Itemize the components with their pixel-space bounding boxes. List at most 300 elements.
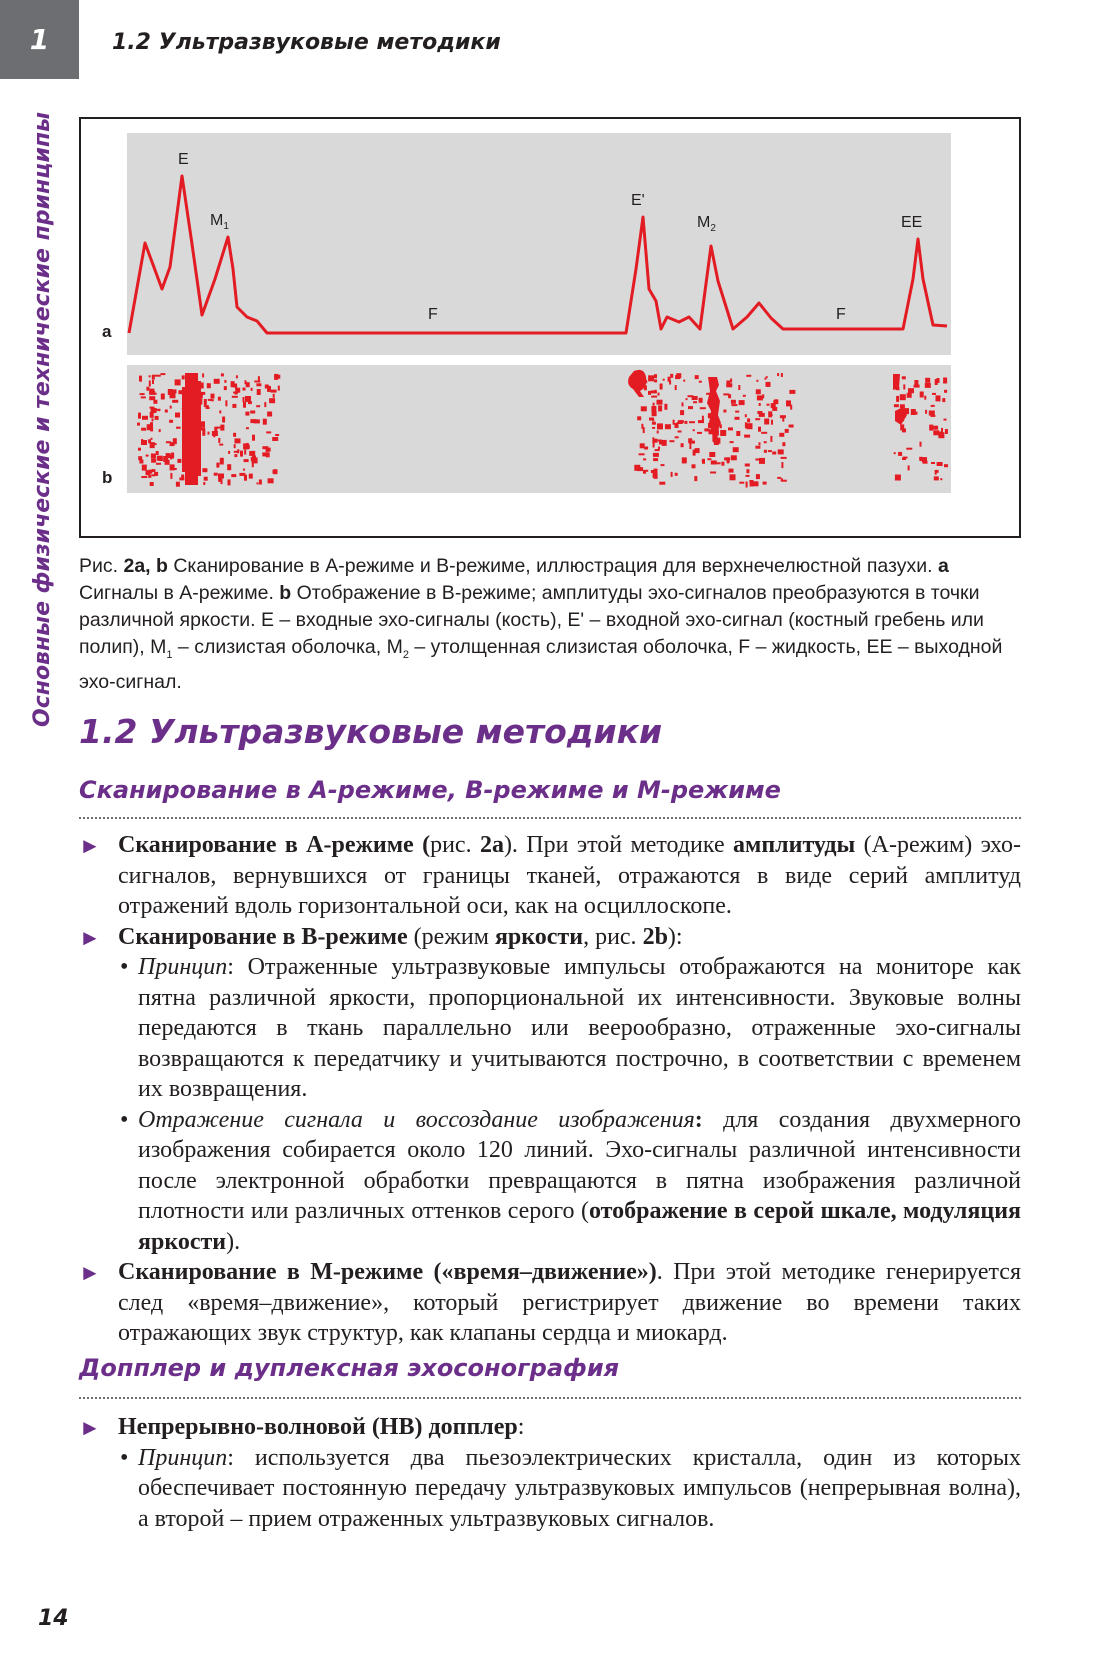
b-mode-speckle bbox=[235, 438, 241, 443]
b-mode-principle bbox=[79, 952, 1021, 1105]
b-mode-bright-band-E bbox=[185, 373, 198, 485]
b-mode-speckle bbox=[176, 482, 180, 487]
b-mode-speckle bbox=[142, 416, 148, 420]
arrow-bullet-icon: ► bbox=[79, 924, 101, 950]
b-mode-speckle bbox=[653, 453, 659, 457]
b-mode-speckle bbox=[156, 463, 161, 465]
b-mode-speckle bbox=[739, 482, 744, 484]
b-mode-speckle bbox=[257, 482, 259, 484]
b-mode-speckle bbox=[268, 478, 274, 483]
b-mode-speckle bbox=[903, 384, 905, 389]
b-mode-speckle bbox=[935, 379, 938, 385]
b-mode-speckle bbox=[139, 460, 143, 464]
b-mode-speckle bbox=[150, 482, 154, 486]
b-mode-speckle bbox=[219, 444, 223, 446]
b-mode-speckle bbox=[659, 440, 662, 445]
b-mode-band-E-right bbox=[197, 381, 201, 476]
b-mode-speckle bbox=[757, 395, 763, 400]
b-mode-mark-EE-1 bbox=[893, 374, 900, 390]
b-mode-speckle bbox=[743, 395, 746, 397]
b-mode-speckle bbox=[729, 469, 734, 473]
arrow-bullet-icon: ► bbox=[79, 1415, 101, 1440]
b-mode-speckle bbox=[771, 403, 776, 408]
b-mode-speckle bbox=[266, 452, 270, 457]
b-mode-speckle bbox=[688, 406, 693, 409]
b-mode-speckle bbox=[240, 451, 243, 457]
b-mode-speckle bbox=[695, 375, 699, 379]
b-mode-speckle bbox=[689, 443, 691, 449]
caption-text-2: Сигналы в А-режиме. bbox=[79, 582, 280, 604]
b-mode-speckle bbox=[256, 383, 261, 386]
b-mode-speckle bbox=[147, 424, 153, 430]
b-mode-speckle bbox=[168, 389, 173, 395]
b-mode-speckle bbox=[779, 433, 784, 437]
b-mode-speckle bbox=[271, 390, 277, 393]
b-mode-speckle bbox=[218, 476, 222, 482]
b-mode-speckle bbox=[728, 427, 733, 430]
b-mode-speckle bbox=[678, 431, 682, 433]
b-mode-speckle bbox=[652, 422, 656, 425]
b-mode-speckle bbox=[663, 379, 665, 381]
b-mode-speckle bbox=[680, 410, 684, 415]
b-mode-speckle bbox=[152, 418, 154, 421]
b-mode-speckle bbox=[653, 473, 655, 478]
b-mode-speckle bbox=[771, 420, 773, 425]
b-mode-speckle bbox=[654, 374, 657, 378]
caption-fig-number: 2a, b bbox=[123, 555, 168, 577]
b-mode-speckle bbox=[693, 429, 695, 431]
b-mode-speckle bbox=[898, 452, 902, 456]
b-mode-speckle bbox=[172, 400, 178, 403]
b-mode-speckle bbox=[272, 437, 278, 441]
caption-sub-1: 1 bbox=[166, 648, 173, 661]
b-mode-speckle bbox=[214, 473, 218, 476]
b-mode-speckle bbox=[657, 431, 659, 434]
b-mode-speckle bbox=[894, 452, 896, 454]
b-mode-speckle bbox=[943, 378, 947, 384]
b-mode-speckle bbox=[649, 418, 654, 421]
b-mode-speckle bbox=[764, 419, 769, 425]
b-mode-speckle bbox=[138, 413, 141, 419]
b-mode-speckle bbox=[781, 373, 783, 377]
b-mode-speckle bbox=[152, 380, 154, 384]
b-mode-speckle bbox=[141, 428, 146, 431]
b-mode-speckle bbox=[237, 449, 239, 453]
b-mode-speckle bbox=[921, 457, 924, 461]
caption-b-label: b bbox=[279, 582, 292, 604]
b-mode-speckle bbox=[152, 375, 155, 380]
b-mode-speckle bbox=[211, 394, 215, 399]
b-mode-speckle bbox=[150, 442, 155, 448]
b-mode-speckle bbox=[171, 453, 174, 459]
b-mode-speckle bbox=[944, 390, 947, 393]
b-mode-speckle bbox=[216, 463, 219, 468]
b-mode-speckle bbox=[746, 475, 750, 477]
b-mode-speckle bbox=[665, 424, 671, 429]
b-mode-speckle bbox=[662, 440, 667, 446]
b-mode-speckle bbox=[246, 427, 249, 429]
b-mode-speckle bbox=[250, 411, 255, 414]
b-mode-speckle bbox=[711, 461, 717, 465]
b-mode-speckle bbox=[249, 474, 253, 479]
b-mode-speckle bbox=[728, 394, 731, 398]
b-mode-speckle bbox=[243, 388, 246, 391]
b-mode-speckle bbox=[151, 454, 156, 459]
b-mode-speckle bbox=[262, 452, 266, 456]
b-mode-figref: 2b bbox=[642, 923, 668, 950]
b-mode-grayscale: отображение в серой шкале, модуляция яркости bbox=[138, 1198, 1022, 1255]
b-mode-speckle bbox=[149, 381, 151, 387]
panel-a-label: a bbox=[102, 322, 112, 341]
b-mode-speckle bbox=[942, 398, 945, 402]
b-mode-speckle bbox=[246, 382, 250, 387]
b-mode-speckle bbox=[142, 465, 147, 471]
b-mode-speckle bbox=[648, 391, 651, 395]
b-mode-speckle bbox=[900, 424, 904, 430]
b-mode-speckle bbox=[693, 401, 697, 403]
b-mode-speckle bbox=[258, 376, 260, 381]
b-mode-speckle bbox=[745, 414, 747, 417]
b-mode-speckle bbox=[945, 429, 948, 434]
b-mode-speckle bbox=[234, 454, 237, 457]
b-mode-speckle bbox=[278, 386, 280, 391]
b-mode-speckle bbox=[726, 383, 732, 387]
label-M2-main: M bbox=[697, 214, 711, 231]
b-mode-speckle bbox=[772, 452, 776, 455]
b-mode-speckle bbox=[151, 408, 157, 413]
label-M2-sub: 2 bbox=[710, 223, 716, 234]
b-mode-speckle bbox=[789, 425, 794, 428]
b-mode-speckle bbox=[768, 450, 772, 452]
b-mode-speckle bbox=[764, 450, 767, 453]
a-mode-term: Сканирование в A-режиме ( bbox=[118, 832, 431, 858]
figure-frame bbox=[79, 117, 1021, 538]
b-mode-speckle bbox=[694, 476, 697, 481]
b-mode-speckle bbox=[908, 388, 914, 393]
b-mode-speckle bbox=[218, 397, 221, 401]
b-mode-speckle bbox=[643, 471, 646, 474]
b-mode-speckle bbox=[702, 459, 705, 464]
label-M1-sub: 1 bbox=[223, 221, 229, 232]
b-mode-speckle bbox=[736, 431, 740, 436]
b-mode-speckle bbox=[747, 423, 753, 429]
b-mode-speckle bbox=[648, 375, 654, 381]
b-mode-speckle bbox=[166, 441, 171, 443]
b-mode-speckle bbox=[710, 472, 716, 474]
b-mode-speckle bbox=[251, 388, 253, 391]
b-mode-speckle bbox=[208, 432, 210, 435]
b-mode-speckle bbox=[236, 375, 238, 378]
cw-doppler-colon: : bbox=[517, 1414, 525, 1440]
b-mode-speckle bbox=[704, 428, 709, 431]
b-mode-speckle bbox=[684, 421, 687, 424]
b-mode-speckle bbox=[651, 470, 657, 473]
b-mode-speckle bbox=[654, 379, 657, 382]
b-mode-speckle bbox=[925, 378, 930, 383]
b-mode-speckle bbox=[698, 420, 704, 423]
b-mode-speckle bbox=[202, 468, 207, 472]
panel-b-label: b bbox=[102, 468, 113, 487]
b-mode-speckle bbox=[768, 411, 772, 417]
b-mode-speckle bbox=[746, 482, 748, 488]
b-mode-speckle bbox=[651, 406, 656, 412]
b-mode-speckle bbox=[206, 407, 210, 409]
b-mode-speckle bbox=[668, 377, 671, 382]
b-mode-speckle bbox=[235, 393, 238, 395]
b-mode-speckle bbox=[218, 438, 220, 443]
b-mode-speckle bbox=[256, 405, 260, 407]
b-mode-speckle bbox=[174, 468, 177, 470]
b-mode-speckle bbox=[140, 393, 145, 395]
b-mode-speckle bbox=[254, 381, 260, 383]
b-mode-speckle bbox=[149, 389, 154, 392]
b-mode-speckle bbox=[895, 475, 901, 481]
b-mode-speckle bbox=[664, 404, 667, 410]
b-mode-speckle bbox=[914, 385, 920, 388]
b-mode-speckle bbox=[160, 373, 165, 375]
b-mode-speckle bbox=[658, 393, 660, 396]
list-item-m-mode bbox=[79, 1257, 1021, 1349]
b-mode-speckle bbox=[141, 476, 147, 478]
b-mode-reflection-text: для создания двухмерного изображения собирается около 120 линий. Эхо-сигналы различной интенсивности после электронной обработки превращаются в пятна изображения различной плотности или различных оттенков серого ( bbox=[138, 1106, 1022, 1224]
b-mode-speckle bbox=[139, 376, 142, 382]
a-mode-text-2: ). При этой методике bbox=[503, 832, 733, 858]
b-mode-speckle bbox=[735, 417, 740, 420]
b-mode-speckle bbox=[730, 441, 734, 443]
b-mode-speckle bbox=[651, 396, 657, 398]
b-mode-speckle bbox=[643, 427, 645, 433]
b-mode-speckle bbox=[652, 427, 655, 429]
b-mode-speckle bbox=[652, 411, 657, 416]
caption-text-1: Сканирование в А-режиме и В-режиме, иллюстрация для верхнечелюстной пазухи. bbox=[167, 555, 938, 577]
b-mode-speckle bbox=[655, 449, 660, 451]
b-mode-speckle bbox=[682, 457, 687, 463]
subsection-title-doppler: Допплер и дуплексная эхосонография bbox=[79, 1354, 620, 1382]
b-mode-speckle bbox=[738, 385, 740, 390]
b-mode-speckle bbox=[246, 443, 248, 447]
a-mode-amplitudes: амплитуды bbox=[732, 832, 856, 858]
b-mode-speckle bbox=[204, 399, 207, 405]
b-mode-speckle bbox=[244, 459, 249, 462]
b-mode-speckle bbox=[224, 380, 226, 383]
b-mode-speckle bbox=[177, 459, 181, 463]
b-mode-speckle bbox=[906, 448, 912, 450]
b-mode-brightness: яркости bbox=[494, 923, 584, 950]
b-mode-speckle bbox=[249, 451, 255, 456]
b-mode-speckle bbox=[902, 458, 906, 460]
b-mode-speckle bbox=[759, 458, 765, 464]
b-mode-speckle bbox=[755, 418, 760, 420]
a-mode-text-3: (А-режим) эхо-сигналов, вернувшихся от границы тканей, отражаются в виде серий амплитуд отражений вдоль горизонтальной оси, как на осциллоскопе. bbox=[118, 832, 1022, 919]
b-mode-speckle bbox=[935, 473, 937, 475]
b-mode-speckle bbox=[756, 380, 758, 382]
b-mode-speckle bbox=[273, 470, 278, 474]
b-mode-speckle bbox=[161, 394, 165, 400]
b-mode-speckle bbox=[759, 413, 765, 417]
b-mode-speckle bbox=[137, 423, 140, 426]
bullet-dot: • bbox=[120, 1106, 129, 1133]
caption-text-5: – утолщенная слизистая оболочка, F – жидкость, EE – выходной эхо-сигнал. bbox=[79, 636, 1003, 693]
b-mode-speckle bbox=[275, 434, 279, 436]
b-mode-speckle bbox=[157, 456, 163, 461]
b-mode-speckle bbox=[165, 410, 168, 413]
b-mode-speckle bbox=[201, 421, 205, 427]
b-mode-speckle bbox=[763, 482, 767, 485]
b-mode-speckle bbox=[914, 380, 918, 385]
b-mode-speckle bbox=[175, 413, 180, 418]
b-mode-speckle bbox=[709, 452, 715, 457]
b-mode-speckle bbox=[146, 455, 149, 457]
b-mode-speckle bbox=[717, 462, 721, 464]
b-mode-speckle bbox=[730, 474, 736, 480]
b-mode-speckle bbox=[661, 464, 665, 466]
b-mode-speckle bbox=[234, 444, 236, 448]
b-mode-speckle bbox=[700, 407, 706, 409]
cw-principle-text: : используется два пьезоэлектрических кристалла, один из которых обеспечивает постоянную передачу ультразвуковых импульсов (непрерывная волна), а второй – прием отраженных ультразвуковых сигналов. bbox=[138, 1444, 1021, 1532]
label-M1-main: M bbox=[210, 212, 224, 229]
arrow-bullet-icon: ► bbox=[79, 833, 101, 858]
b-mode-speckle bbox=[730, 379, 732, 383]
b-mode-speckle bbox=[232, 404, 236, 408]
b-mode-speckle bbox=[766, 382, 771, 387]
caption-prefix: Рис. bbox=[79, 555, 124, 577]
b-mode-speckle bbox=[756, 474, 760, 479]
b-mode-speckle bbox=[764, 378, 766, 380]
b-mode-speckle bbox=[938, 432, 944, 438]
b-mode-speckle bbox=[678, 420, 684, 423]
b-mode-principle-text: : Отраженные ультразвуковые импульсы отображаются на мониторе как пятна различной яркости, пропорциональной их интенсивности. Звуковые волны передаются в ткань параллельно или веерообразно, отраженные эхо-сигналы возвращаются к передатчику и учитываются построчно, в соответствии с временем их возвращения. bbox=[138, 954, 1021, 1102]
b-mode-speckle bbox=[789, 390, 795, 394]
b-mode-speckle bbox=[695, 448, 700, 453]
b-mode-speckle bbox=[231, 381, 235, 387]
b-mode-speckle bbox=[153, 400, 157, 404]
b-mode-speckle bbox=[755, 446, 760, 449]
b-mode-band-E-left bbox=[182, 387, 186, 472]
b-mode-speckle bbox=[920, 392, 924, 398]
b-mode-speckle bbox=[920, 442, 922, 447]
cw-principle-term: Принцип bbox=[138, 1444, 228, 1471]
b-mode-speckle bbox=[202, 430, 205, 436]
b-mode-speckle bbox=[908, 465, 910, 470]
b-mode-speckle bbox=[245, 412, 249, 416]
b-mode-speckle bbox=[163, 456, 168, 462]
caption-sub-2: 2 bbox=[402, 648, 409, 661]
b-mode-speckle bbox=[777, 477, 781, 479]
b-mode-speckle bbox=[747, 418, 750, 422]
b-mode-speckle bbox=[655, 390, 657, 392]
b-mode-reflection bbox=[79, 1105, 1021, 1258]
b-mode-speckle bbox=[641, 406, 647, 411]
b-mode-speckle bbox=[675, 473, 678, 476]
b-mode-speckle bbox=[267, 386, 271, 392]
b-mode-speckle bbox=[894, 404, 899, 407]
b-mode-speckle bbox=[689, 421, 695, 423]
b-mode-speckle bbox=[673, 420, 675, 425]
b-mode-speckle bbox=[228, 479, 231, 485]
b-mode-speckle bbox=[682, 402, 684, 406]
b-mode-speckle bbox=[937, 462, 943, 466]
b-mode-speckle bbox=[657, 423, 663, 429]
b-mode-speckle bbox=[739, 400, 745, 405]
b-mode-speckle bbox=[770, 436, 772, 442]
b-mode-speckle bbox=[235, 386, 237, 389]
b-mode-speckle bbox=[761, 432, 767, 434]
figure-caption bbox=[79, 553, 1021, 696]
cw-doppler-term: Непрерывно-волновой (НВ) допплер bbox=[118, 1414, 518, 1440]
b-mode-speckle bbox=[644, 447, 648, 450]
b-mode-speckle bbox=[233, 433, 236, 437]
b-mode-speckle bbox=[277, 375, 280, 379]
bullet-dot: • bbox=[120, 954, 129, 980]
b-mode-speckle bbox=[202, 373, 204, 377]
b-mode-speckle bbox=[152, 474, 156, 476]
b-mode-speckle bbox=[228, 451, 230, 454]
b-mode-speckle bbox=[731, 404, 737, 406]
b-mode-speckle bbox=[929, 425, 933, 431]
b-mode-speckle bbox=[699, 381, 702, 383]
b-mode-speckle bbox=[204, 477, 208, 481]
b-mode-speckle bbox=[723, 410, 726, 413]
b-mode-speckle bbox=[929, 411, 935, 416]
b-mode-speckle bbox=[781, 462, 783, 468]
doppler-list bbox=[79, 1412, 1021, 1534]
b-mode-speckle bbox=[746, 469, 749, 473]
section-title: 1.2 Ультразвуковые методики bbox=[79, 712, 663, 751]
b-mode-speckle bbox=[146, 470, 151, 475]
b-mode-speckle bbox=[707, 458, 711, 460]
b-mode-speckle bbox=[259, 480, 262, 485]
b-mode-speckle bbox=[214, 379, 220, 384]
label-E-prime: E' bbox=[631, 192, 645, 209]
b-mode-speckle bbox=[213, 433, 215, 437]
b-mode-speckle bbox=[675, 385, 677, 390]
b-mode-speckle bbox=[225, 400, 227, 406]
b-mode-speckle bbox=[900, 394, 906, 400]
panel-a-background bbox=[127, 133, 951, 355]
b-mode-speckle bbox=[653, 458, 658, 461]
b-mode-speckle bbox=[252, 435, 255, 441]
b-mode-speckle bbox=[224, 386, 227, 390]
b-mode-speckle bbox=[176, 427, 178, 429]
b-mode-speckle bbox=[146, 387, 149, 391]
subsection-divider-2 bbox=[79, 1397, 1021, 1399]
b-mode-speckle bbox=[269, 398, 275, 403]
b-mode-speckle bbox=[151, 459, 156, 463]
b-mode-speckle bbox=[933, 426, 938, 430]
b-mode-speckle bbox=[220, 458, 224, 463]
b-mode-speckle bbox=[731, 400, 736, 404]
list-item-cw-doppler bbox=[79, 1412, 1021, 1443]
b-mode-speckle bbox=[159, 429, 161, 432]
b-mode-speckle bbox=[931, 405, 935, 407]
b-mode-speckle bbox=[697, 432, 702, 434]
b-mode-speckle bbox=[220, 425, 224, 431]
b-mode-speckle bbox=[724, 457, 730, 460]
b-mode-speckle bbox=[141, 440, 147, 445]
b-mode-speckle bbox=[169, 420, 173, 423]
b-mode-text-3: ): bbox=[667, 923, 683, 950]
running-header: 1.2 Ультразвуковые методики bbox=[112, 30, 501, 55]
label-EE: EE bbox=[901, 214, 923, 231]
m-mode-text: . При этой методике генерируется след «время–движение», который регистрирует движение во времени таких отражающих звук структур, как клапаны сердца и миокард. bbox=[118, 1259, 1021, 1346]
b-mode-speckle bbox=[170, 406, 172, 409]
b-mode-speckle bbox=[179, 477, 184, 480]
b-mode-speckle bbox=[931, 462, 935, 464]
label-F2: F bbox=[836, 306, 846, 323]
arrow-bullet-icon: ► bbox=[79, 1260, 101, 1285]
b-mode-speckle bbox=[935, 470, 939, 473]
b-mode-speckle bbox=[940, 478, 942, 480]
